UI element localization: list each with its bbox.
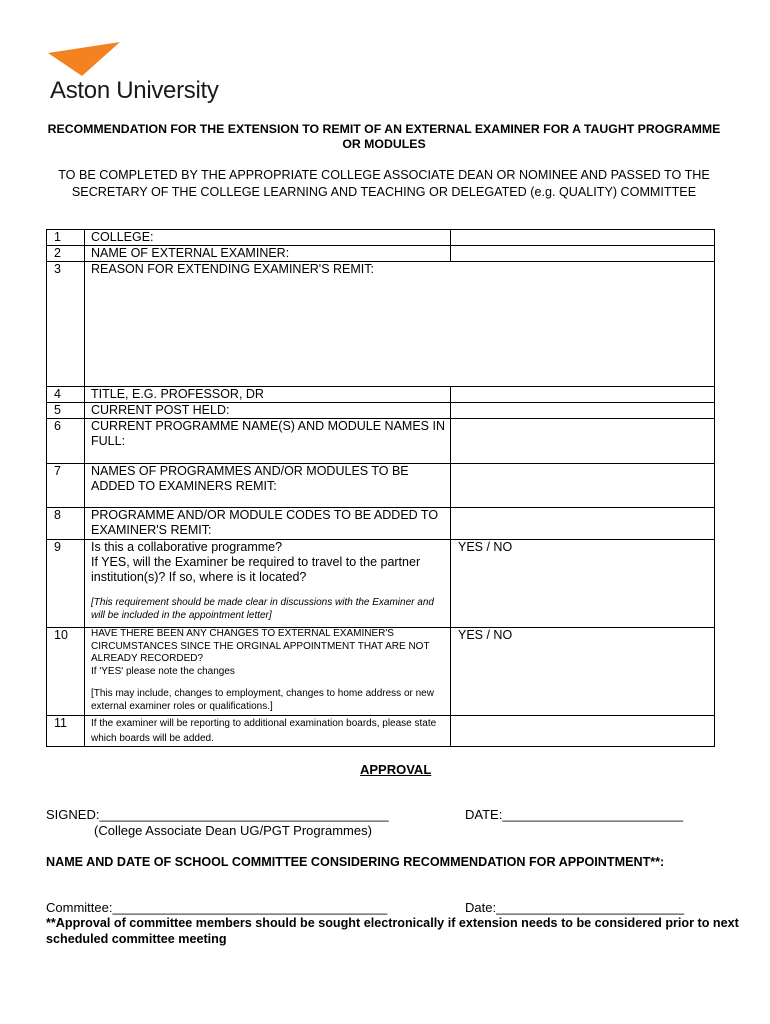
row-label-college: COLLEGE: (85, 230, 451, 246)
examiner-name-field[interactable] (451, 246, 715, 262)
yes-no-option[interactable]: YES / NO (458, 540, 513, 554)
row-label-additional-boards: If the examiner will be reporting to additional examination boards, please state which boards will be added. (85, 716, 451, 747)
row-number: 9 (47, 540, 85, 628)
row-number: 1 (47, 230, 85, 246)
row-number: 7 (47, 464, 85, 508)
table-row (47, 262, 715, 387)
row-label-current-programme: CURRENT PROGRAMME NAME(S) AND MODULE NAMES IN FULL: (85, 419, 451, 464)
approval-footnote: **Approval of committee members should be sought electronically if extension needs to be considered prior to next scheduled committee meeting (46, 916, 739, 946)
title-field[interactable] (451, 387, 715, 403)
approval-heading: APPROVAL (360, 762, 432, 777)
committee-line[interactable]: Committee:______________________________________ (46, 900, 388, 915)
table-row (47, 540, 715, 628)
table-row (47, 508, 715, 540)
form-instructions: TO BE COMPLETED BY THE APPROPRIATE COLLEGE ASSOCIATE DEAN OR NOMINEE AND PASSED TO THE SECRETARY OF THE COLLEGE LEARNING AND TEACHING OR DELEGATED (e.g. QUALITY) COMMITTEE (58, 168, 710, 199)
table-row (47, 387, 715, 403)
row-label-current-post: CURRENT POST HELD: (85, 403, 451, 419)
additional-boards-field[interactable] (451, 716, 715, 747)
committee-heading: NAME AND DATE OF SCHOOL COMMITTEE CONSIDERING RECOMMENDATION FOR APPOINTMENT**: (46, 855, 665, 869)
row-label-examiner-name: NAME OF EXTERNAL EXAMINER: (85, 246, 451, 262)
row-number: 10 (47, 628, 85, 716)
row-number: 4 (47, 387, 85, 403)
table-row (47, 628, 715, 716)
table-row (47, 419, 715, 464)
collaborative-answer-field[interactable] (451, 540, 715, 628)
row-label-title: TITLE, E.G. PROFESSOR, DR (85, 387, 451, 403)
row-label-programmes-to-add: NAMES OF PROGRAMMES AND/OR MODULES TO BE ADDED TO EXAMINERS REMIT: (85, 464, 451, 508)
row-number: 11 (47, 716, 85, 747)
row-number: 3 (47, 262, 85, 387)
circumstances-note: [This may include, changes to employment, changes to home address or new external examiner roles or qualifications.] (91, 688, 434, 712)
row-number: 8 (47, 508, 85, 540)
circumstances-question-cell (85, 628, 451, 716)
signed-date-line[interactable]: DATE:_________________________ (465, 807, 684, 822)
college-field[interactable] (451, 230, 715, 246)
signed-line[interactable]: SIGNED:________________________________________ (46, 807, 389, 822)
row-label-collaborative: Is this a collaborative programme? If YES, will the Examiner be required to travel to the partner institution(s)? If so, where is it located? (91, 540, 421, 584)
collaborative-note: [This requirement should be made clear in discussions with the Examiner and will be included in the appointment letter] (91, 597, 434, 621)
aston-university-logo (46, 42, 236, 106)
circumstances-answer-field[interactable] (451, 628, 715, 716)
table-row (47, 464, 715, 508)
yes-no-option[interactable]: YES / NO (458, 628, 513, 642)
row-number: 2 (47, 246, 85, 262)
signatory-role: (College Associate Dean UG/PGT Programmes) (94, 823, 372, 838)
row-label-module-codes: PROGRAMME AND/OR MODULE CODES TO BE ADDED TO EXAMINER'S REMIT: (85, 508, 451, 540)
form-title: RECOMMENDATION FOR THE EXTENSION TO REMIT OF AN EXTERNAL EXAMINER FOR A TAUGHT PROGRAMME OR MODULES (47, 122, 721, 151)
module-codes-field[interactable] (451, 508, 715, 540)
row-label-circumstances: HAVE THERE BEEN ANY CHANGES TO EXTERNAL EXAMINER'S CIRCUMSTANCES SINCE THE ORGINAL APPOINTMENT THAT ARE NOT ALREADY RECORDED? If 'YES' please note the changes (91, 628, 430, 677)
table-row (47, 230, 715, 246)
table-row (47, 716, 715, 747)
collaborative-question-cell (85, 540, 451, 628)
logo-triangle-icon (48, 42, 124, 76)
logo-text: Aston University (50, 77, 219, 104)
examiner-form-table (46, 229, 715, 747)
table-row (47, 246, 715, 262)
row-number: 6 (47, 419, 85, 464)
row-label-reason: REASON FOR EXTENDING EXAMINER'S REMIT: (91, 262, 374, 276)
reason-field[interactable] (85, 262, 715, 387)
current-post-field[interactable] (451, 403, 715, 419)
current-programme-field[interactable] (451, 419, 715, 464)
programmes-to-add-field[interactable] (451, 464, 715, 508)
committee-date-line[interactable]: Date:__________________________ (465, 900, 685, 915)
table-row (47, 403, 715, 419)
row-number: 5 (47, 403, 85, 419)
